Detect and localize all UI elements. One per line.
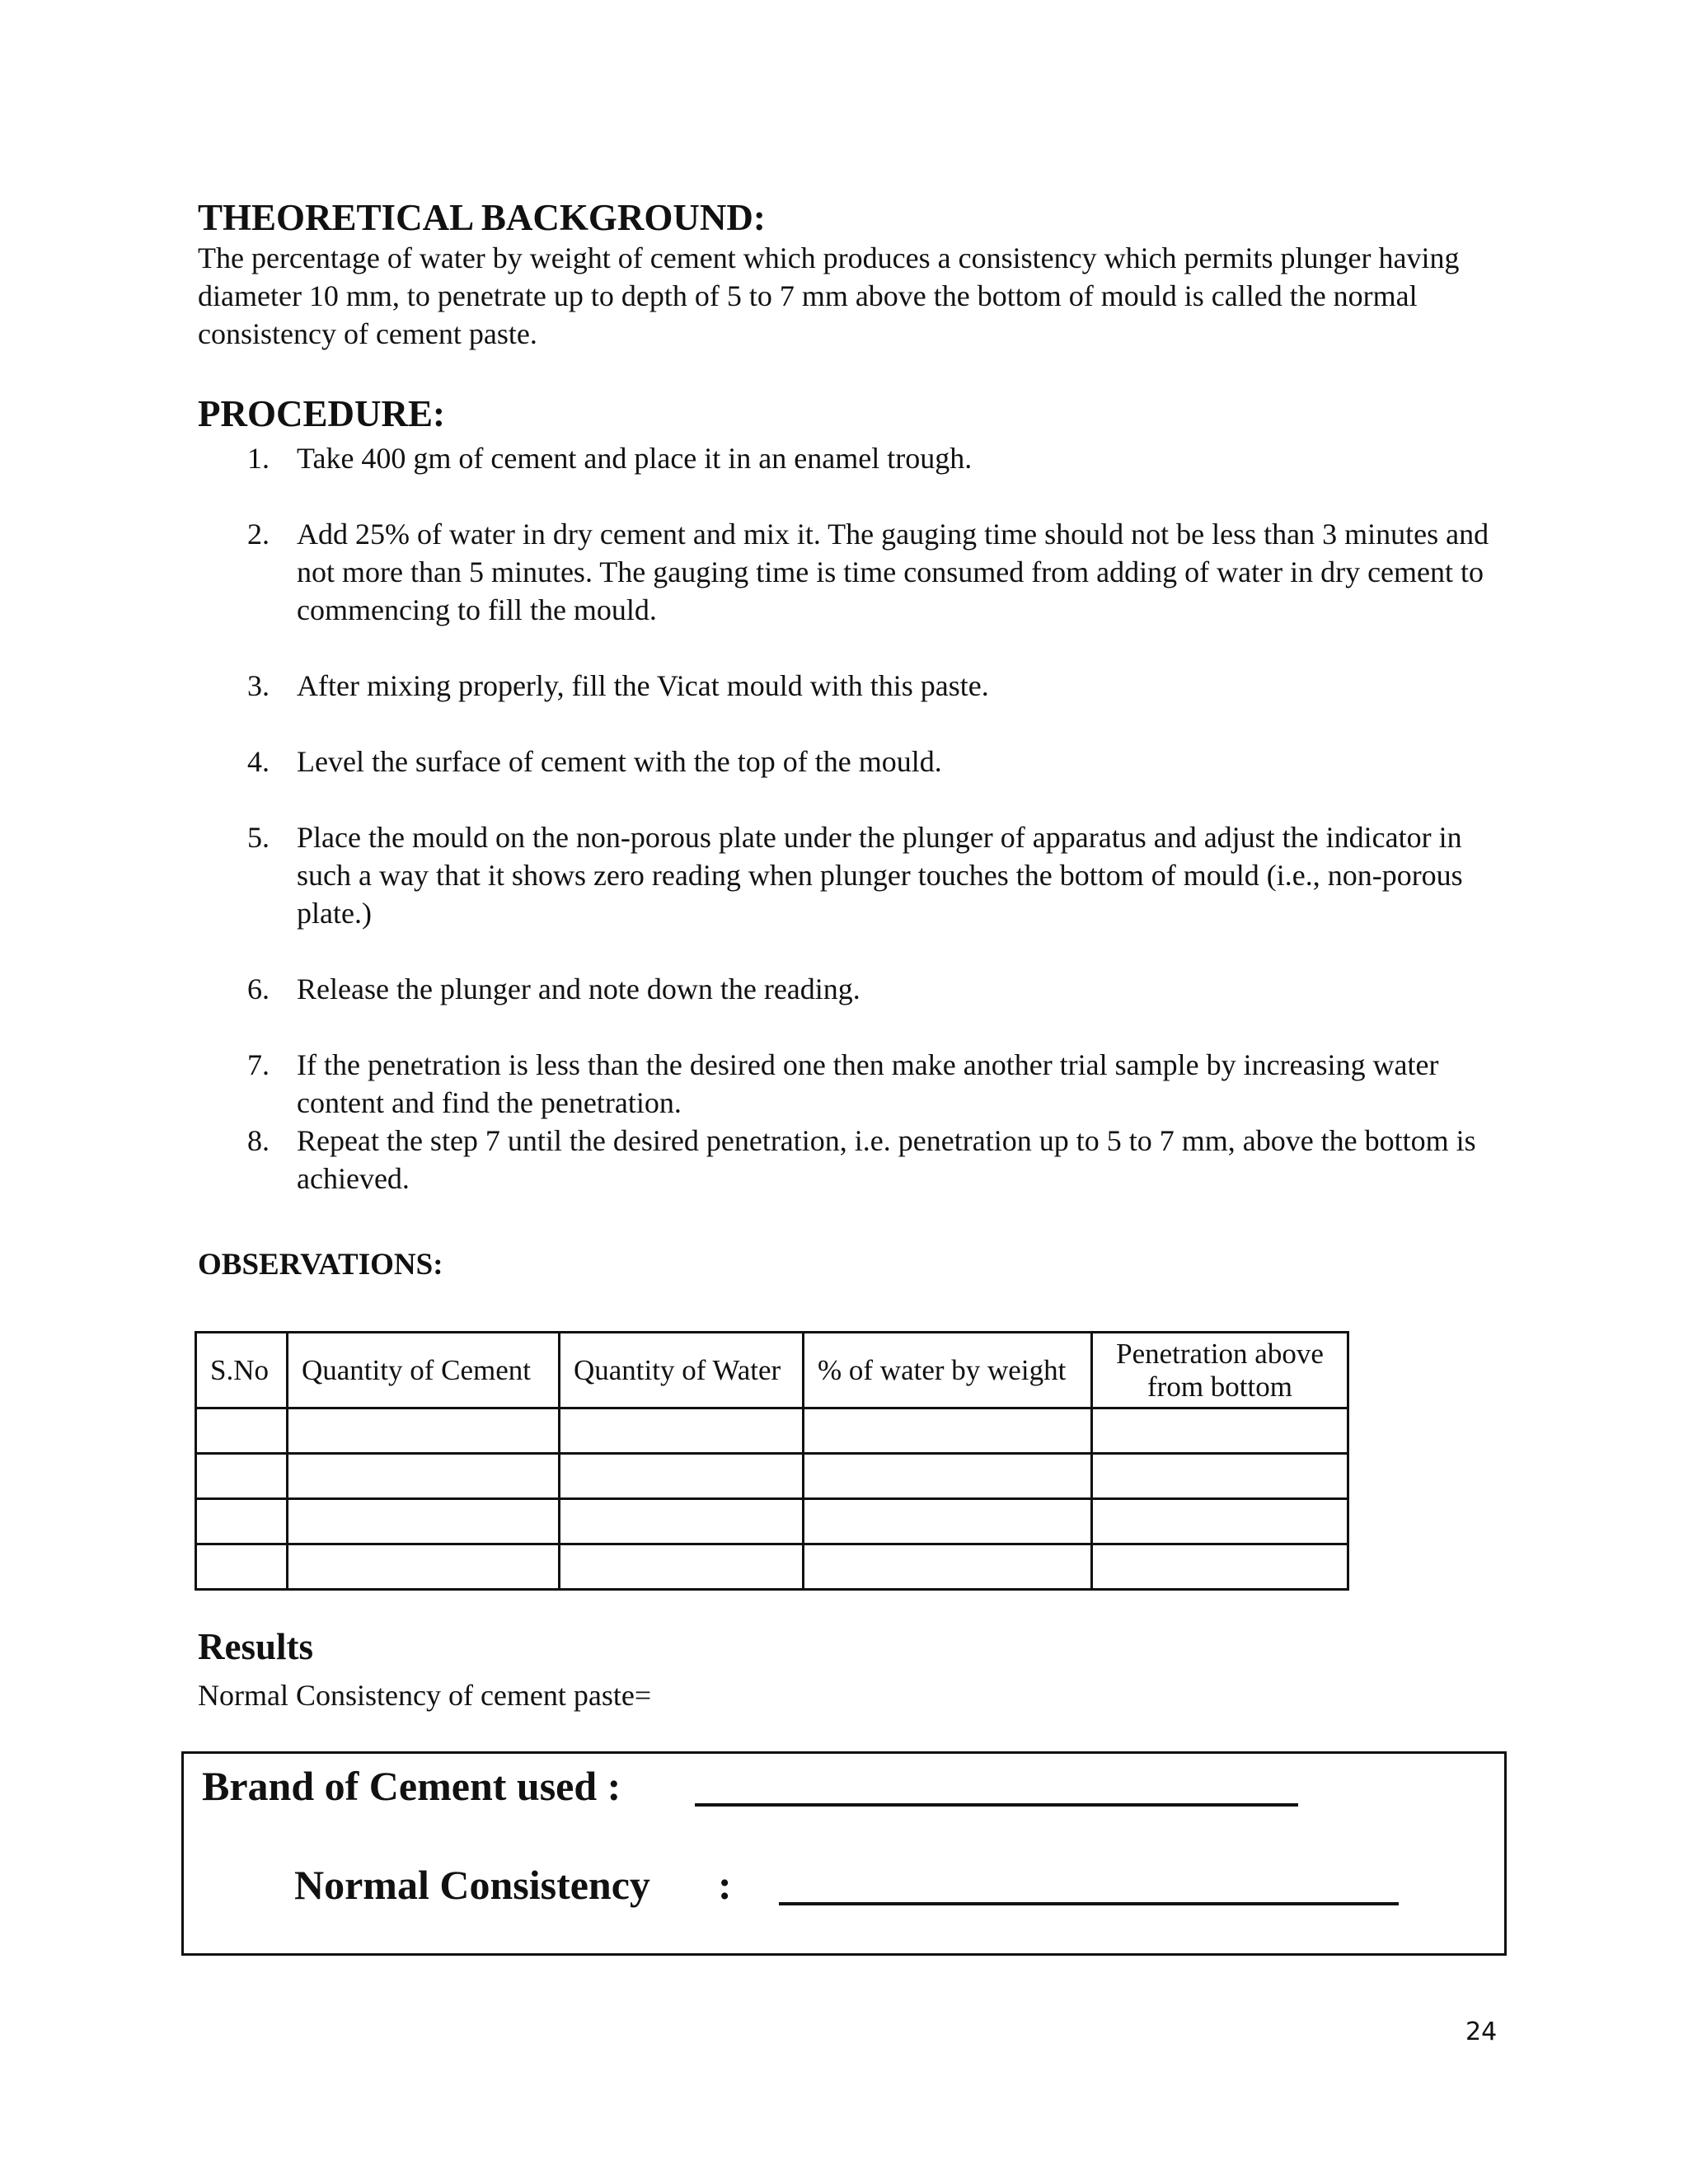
procedure-step [247,1122,1500,1197]
table-cell [196,1544,288,1590]
table-cell [1092,1544,1348,1590]
theory-text: The percentage of water by weight of cement which produces a consistency which permits plunger having diameter 10 mm, to penetrate up to depth of 5 to 7 mm above the bottom of mould is called the normal consistency of cement paste. [198,241,1460,350]
step-text: After mixing properly, fill the Vicat mould with this paste. [297,669,989,702]
step-text: Release the plunger and note down the reading. [297,972,860,1005]
table-cell [1092,1408,1348,1454]
procedure-step [247,1046,1500,1122]
procedure-step [247,439,1500,477]
procedure-step [247,667,1500,705]
table-cell [196,1499,288,1544]
step-number: 4. [247,745,270,778]
table-cell [560,1454,804,1499]
column-header-sno: S.No [196,1333,288,1408]
table-cell [804,1408,1092,1454]
step-number: 6. [247,972,270,1005]
table-cell [560,1408,804,1454]
step-text: Level the surface of cement with the top of the mould. [297,745,942,778]
step-text: If the penetration is less than the desired one then make another trial sample by increasing water content and find the penetration. [297,1048,1439,1119]
step-text: Take 400 gm of cement and place it in an enamel trough. [297,442,973,475]
column-header-cement: Quantity of Cement [288,1333,560,1408]
table-cell [288,1454,560,1499]
results-text: Normal Consistency of cement paste= [198,1679,652,1712]
table-row [196,1408,1348,1454]
column-header-water: Quantity of Water [560,1333,804,1408]
summary-box [181,1751,1507,1956]
brand-label: Brand of Cement used : [202,1763,621,1809]
results-title: Results [198,1626,314,1667]
table-cell [560,1544,804,1590]
table-cell [804,1499,1092,1544]
column-header-water-percent: % of water by weight [804,1333,1092,1408]
table-cell [288,1544,560,1590]
procedure-step [247,970,1500,1008]
consistency-colon: : [718,1862,732,1908]
page-number: 24 [1465,2018,1498,2046]
table-cell [288,1408,560,1454]
step-number: 7. [247,1048,270,1081]
step-text: Repeat the step 7 until the desired penetration, i.e. penetration up to 5 to 7 mm, above the bottom is achieved. [297,1124,1476,1195]
step-text: Place the mould on the non-porous plate under the plunger of apparatus and adjust the indicator in such a way that it shows zero reading when plunger touches the bottom of mould (i.e., non-porous plate.) [297,821,1463,930]
table-cell [196,1454,288,1499]
procedure-list [247,439,1500,1197]
step-number: 2. [247,518,270,551]
consistency-label: Normal Consistency [294,1862,650,1908]
step-number: 1. [247,442,270,475]
table-cell [196,1408,288,1454]
observations-table [195,1331,1349,1591]
theory-title: THEORETICAL BACKGROUND: [198,197,766,238]
observations-title: OBSERVATIONS: [198,1248,443,1282]
step-number: 3. [247,669,270,702]
consistency-blank-line [779,1902,1399,1905]
column-header-penetration: Penetration above from bottom [1092,1333,1348,1408]
procedure-step [247,743,1500,780]
table-cell [288,1499,560,1544]
step-number: 8. [247,1124,270,1157]
table-row [196,1454,1348,1499]
step-text: Add 25% of water in dry cement and mix it. The gauging time should not be less than 3 minutes and not more than 5 minutes. The gauging time is time consumed from adding of water in dry cement to commencing to fill the mould. [297,518,1489,626]
table-cell [560,1499,804,1544]
procedure-title: PROCEDURE: [198,393,445,434]
table-header-row [196,1333,1348,1408]
procedure-step [247,818,1500,932]
table-row [196,1499,1348,1544]
table-cell [804,1454,1092,1499]
brand-blank-line [695,1803,1298,1807]
table-cell [804,1544,1092,1590]
step-number: 5. [247,821,270,854]
table-cell [1092,1454,1348,1499]
procedure-step [247,515,1500,629]
table-row [196,1544,1348,1590]
table-cell [1092,1499,1348,1544]
